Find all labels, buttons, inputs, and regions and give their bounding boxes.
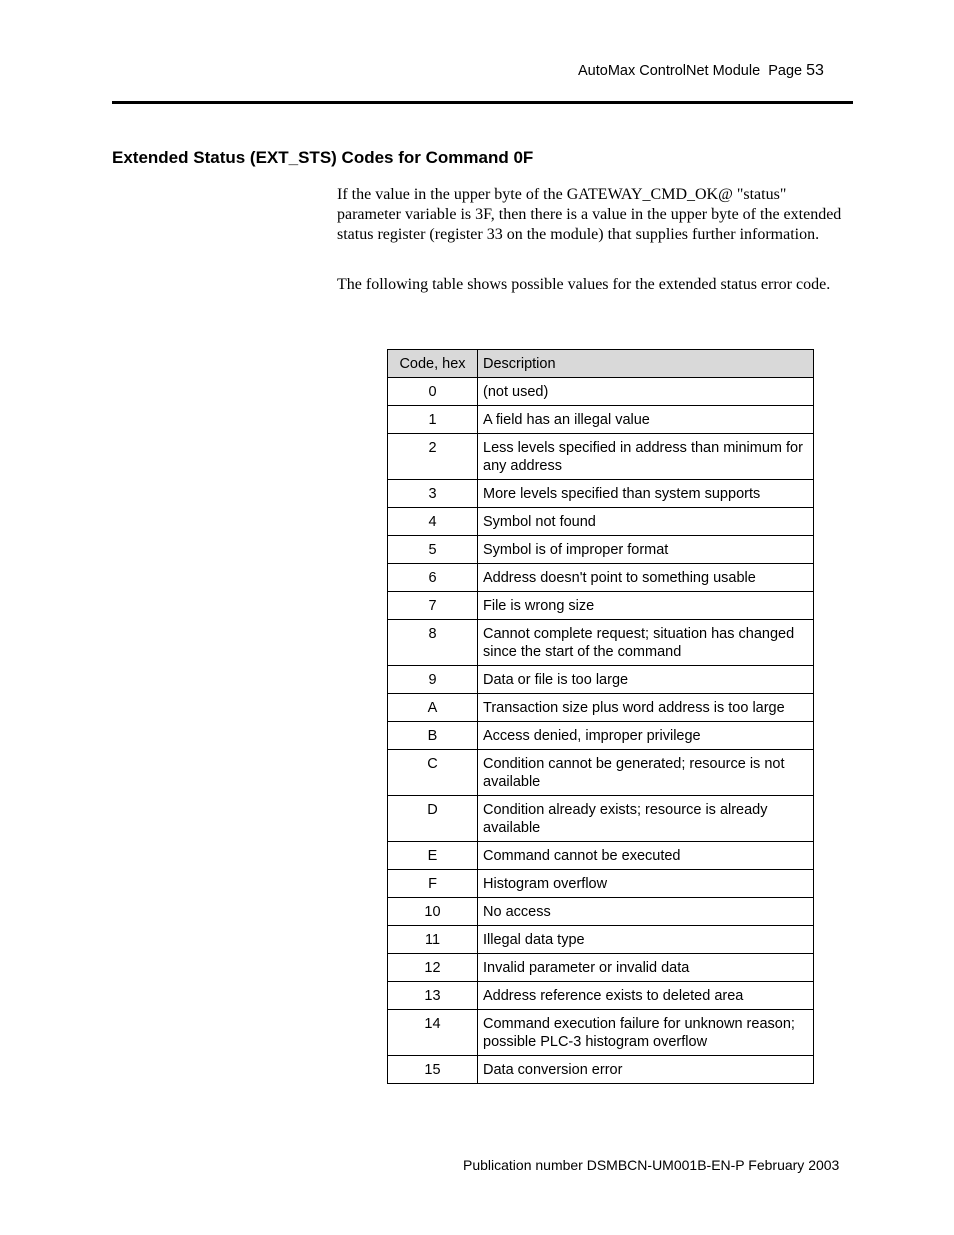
cell-description: (not used) [478, 378, 814, 406]
cell-description: Access denied, improper privilege [478, 722, 814, 750]
table-row [388, 842, 814, 870]
cell-code: 15 [388, 1056, 478, 1084]
cell-description: Illegal data type [478, 926, 814, 954]
cell-code: 9 [388, 666, 478, 694]
table-row [388, 378, 814, 406]
cell-description: File is wrong size [478, 592, 814, 620]
cell-description: Transaction size plus word address is too large [478, 694, 814, 722]
cell-description: Condition already exists; resource is already available [478, 796, 814, 842]
cell-description: Histogram overflow [478, 870, 814, 898]
cell-description: Condition cannot be generated; resource is not available [478, 750, 814, 796]
page-number: 53 [806, 62, 824, 79]
table-row [388, 564, 814, 592]
cell-description: More levels specified than system supports [478, 480, 814, 508]
cell-code: 3 [388, 480, 478, 508]
table-row [388, 620, 814, 666]
table-row [388, 536, 814, 564]
cell-code: 7 [388, 592, 478, 620]
header-title: AutoMax ControlNet Module [578, 63, 761, 79]
cell-code: A [388, 694, 478, 722]
cell-code: 5 [388, 536, 478, 564]
table-row [388, 592, 814, 620]
cell-code: 11 [388, 926, 478, 954]
cell-description: Data or file is too large [478, 666, 814, 694]
header-page-label: Page [768, 63, 803, 79]
cell-code: 14 [388, 1010, 478, 1056]
cell-description: A field has an illegal value [478, 406, 814, 434]
table-row [388, 982, 814, 1010]
cell-description: Symbol is of improper format [478, 536, 814, 564]
cell-description: Data conversion error [478, 1056, 814, 1084]
table-header-row [388, 350, 814, 378]
cell-code: F [388, 870, 478, 898]
cell-code: 12 [388, 954, 478, 982]
table-row [388, 750, 814, 796]
cell-code: 0 [388, 378, 478, 406]
table-row [388, 870, 814, 898]
table-row [388, 954, 814, 982]
cell-description: Command execution failure for unknown reason; possible PLC-3 histogram overflow [478, 1010, 814, 1056]
running-header [578, 62, 824, 80]
table-row [388, 796, 814, 842]
table-row [388, 898, 814, 926]
table-row [388, 1010, 814, 1056]
section-title: Extended Status (EXT_STS) Codes for Command 0F [112, 148, 534, 167]
cell-description: Less levels specified in address than minimum for any address [478, 434, 814, 480]
cell-description: No access [478, 898, 814, 926]
cell-description: Invalid parameter or invalid data [478, 954, 814, 982]
cell-description: Cannot complete request; situation has changed since the start of the command [478, 620, 814, 666]
cell-code: B [388, 722, 478, 750]
table-row [388, 666, 814, 694]
table-row [388, 480, 814, 508]
cell-code: 8 [388, 620, 478, 666]
table-row [388, 1056, 814, 1084]
cell-description: Address reference exists to deleted area [478, 982, 814, 1010]
intro-paragraph: If the value in the upper byte of the GATEWAY_CMD_OK@ "status" parameter variable is 3F, then there is a value in the upper byte of the extended status register (register 33 on the module) that supplies further information. [337, 186, 842, 243]
cell-code: 10 [388, 898, 478, 926]
column-header-code: Code, hex [388, 350, 478, 378]
header-rule [112, 101, 853, 104]
table-row [388, 926, 814, 954]
cell-description: Command cannot be executed [478, 842, 814, 870]
table-intro-paragraph: The following table shows possible values for the extended status error code. [337, 276, 831, 293]
cell-code: 6 [388, 564, 478, 592]
cell-code: 2 [388, 434, 478, 480]
cell-code: 1 [388, 406, 478, 434]
table-row [388, 694, 814, 722]
table-row [388, 434, 814, 480]
cell-code: C [388, 750, 478, 796]
ext-sts-codes-table [387, 349, 814, 1084]
table-row [388, 722, 814, 750]
column-header-description: Description [478, 350, 814, 378]
cell-description: Symbol not found [478, 508, 814, 536]
table-row [388, 406, 814, 434]
table-row [388, 508, 814, 536]
cell-code: D [388, 796, 478, 842]
cell-code: 4 [388, 508, 478, 536]
publication-footer: Publication number DSMBCN-UM001B-EN-P February 2003 [463, 1157, 840, 1173]
cell-description: Address doesn't point to something usable [478, 564, 814, 592]
cell-code: E [388, 842, 478, 870]
table-body [388, 378, 814, 1084]
cell-code: 13 [388, 982, 478, 1010]
